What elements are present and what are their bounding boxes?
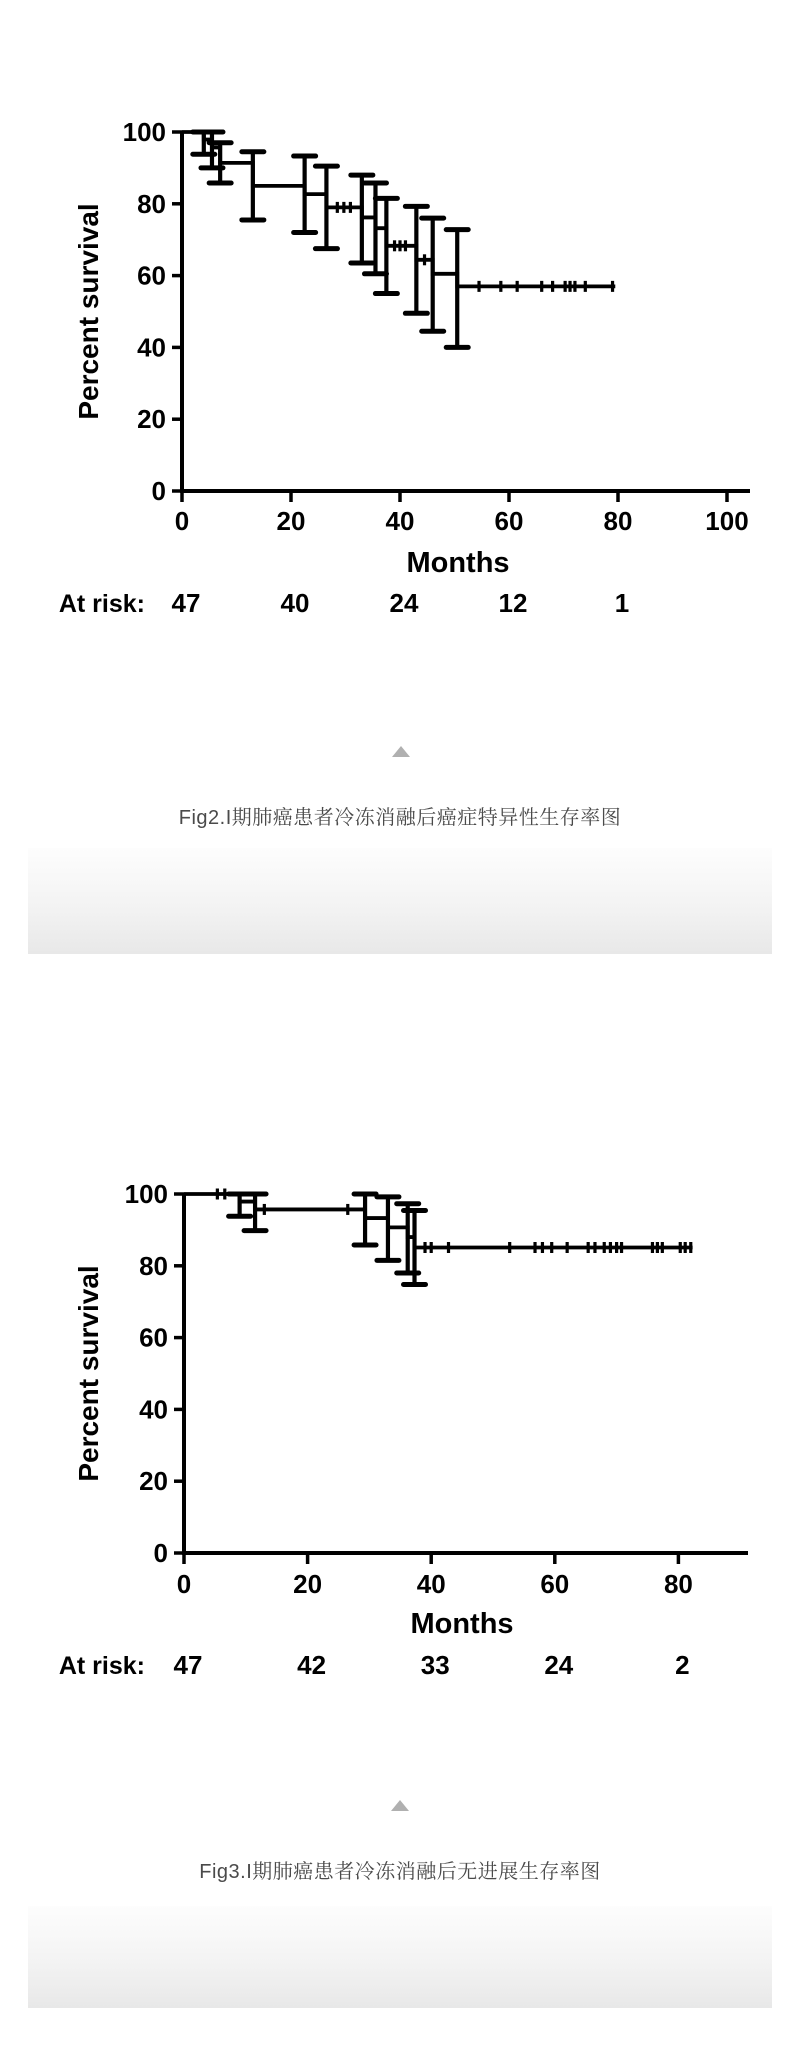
x-tick-label: 80 [603,506,633,536]
y-tick-label: 80 [139,1250,168,1281]
at-risk-value: 33 [420,1650,450,1680]
y-tick-label: 100 [124,1179,168,1209]
x-axis-title: Months [410,1608,514,1640]
at-risk-value: 24 [389,588,419,618]
y-axis-title: Percent survival [73,1265,104,1482]
y-tick-label: 100 [122,117,166,147]
section-divider-band [28,1906,772,2008]
collapse-triangle-icon[interactable] [392,746,410,757]
at-risk-value: 47 [171,588,201,618]
x-tick-label: 0 [174,506,190,536]
at-risk-value: 47 [173,1650,203,1680]
y-tick-label: 40 [137,332,166,363]
km-step-curve [184,1194,693,1247]
at-risk-label: At risk: [58,1652,145,1680]
section-divider-band [28,848,772,954]
fig3-caption: Fig3.I期肺癌患者冷冻消融后无进展生存率图 [199,1861,601,1883]
at-risk-value: 42 [297,1650,327,1680]
x-tick-label: 40 [385,506,415,536]
at-risk-value: 1 [614,588,630,618]
y-tick-label: 80 [137,188,166,219]
x-axis-title: Months [406,547,510,579]
x-tick-label: 100 [705,506,749,536]
at-risk-value: 24 [544,1650,574,1680]
at-risk-value: 2 [675,1650,690,1680]
x-tick-label: 60 [540,1569,570,1599]
y-tick-label: 0 [153,1538,168,1568]
y-axis-title: Percent survival [73,203,104,420]
at-risk-value: 12 [498,588,528,618]
y-tick-label: 0 [151,476,166,506]
at-risk-label: At risk: [58,590,145,618]
x-tick-label: 60 [494,506,524,536]
x-tick-label: 20 [293,1569,323,1599]
fig2-km-survival-chart [0,80,800,640]
km-step-curve [182,132,615,286]
x-tick-label: 20 [276,506,306,536]
x-tick-label: 0 [176,1569,192,1599]
x-tick-label: 80 [663,1569,693,1599]
x-tick-label: 40 [416,1569,446,1599]
y-tick-label: 20 [139,1466,168,1497]
y-tick-label: 60 [137,260,166,291]
collapse-triangle-icon[interactable] [391,1800,409,1811]
y-tick-label: 40 [139,1394,168,1425]
y-tick-label: 20 [137,404,166,435]
at-risk-value: 40 [280,588,310,618]
fig2-caption: Fig2.I期肺癌患者冷冻消融后癌症特异性生存率图 [178,807,622,829]
fig3-km-survival-chart [0,1140,800,1700]
y-tick-label: 60 [139,1322,168,1353]
